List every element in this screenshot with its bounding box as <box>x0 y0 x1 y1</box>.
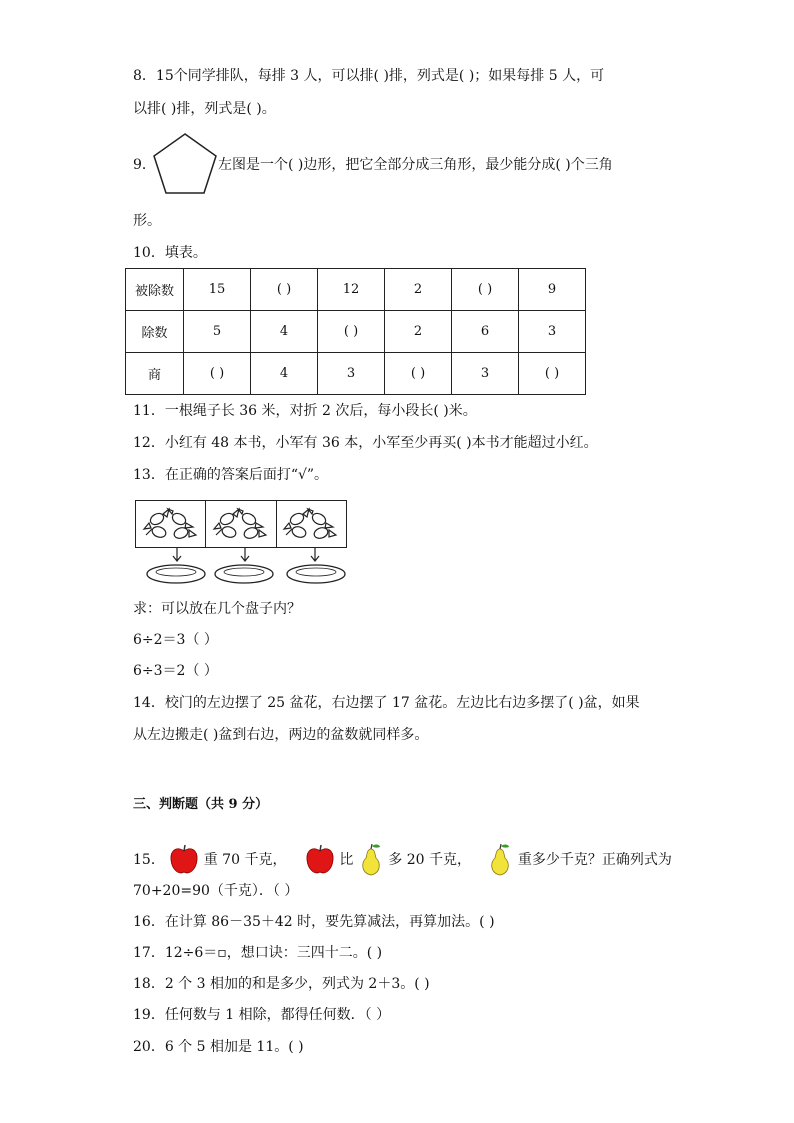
table-cell: 4 <box>251 353 318 395</box>
apple-icon <box>305 844 335 876</box>
table-cell: ( ) <box>452 269 519 311</box>
q13-option1: 6÷2＝3（ ） <box>133 632 218 648</box>
row-head: 被除数 <box>126 269 184 311</box>
q8-line1: 8．15个同学排队，每排 3 人，可以排( )排，列式是( )；如果每排 5 人，可 <box>133 68 605 84</box>
table-row <box>126 269 586 311</box>
q9-text: 左图是一个( )边形，把它全部分成三角形，最少能分成( )个三角 <box>218 157 613 173</box>
q14-line2: 从左边搬走( )盆到右边，两边的盆数就同样多。 <box>133 727 429 743</box>
q13-option2: 6÷3＝2（ ） <box>133 663 218 679</box>
table-cell: 4 <box>251 311 318 353</box>
q9-number: 9． <box>133 157 156 173</box>
table-cell: 9 <box>519 269 586 311</box>
q15-line1 <box>133 843 672 877</box>
q15-part3: 多 20 千克， <box>388 852 471 868</box>
table-cell: ( ) <box>251 269 318 311</box>
arrow-down-icon <box>172 547 182 563</box>
q10-title: 10．填表。 <box>133 245 207 261</box>
pear-icon <box>487 843 513 877</box>
candy-group <box>136 501 206 547</box>
q9-tail: 形。 <box>133 213 161 229</box>
table-cell: ( ) <box>519 353 586 395</box>
table-cell: ( ) <box>318 311 385 353</box>
table-cell: 5 <box>184 311 251 353</box>
table-cell: 3 <box>318 353 385 395</box>
candy-group <box>206 501 276 547</box>
table-cell: 2 <box>385 269 452 311</box>
table-cell: ( ) <box>385 353 452 395</box>
arrow-down-icon <box>310 547 320 563</box>
table-cell: 12 <box>318 269 385 311</box>
row-head: 除数 <box>126 311 184 353</box>
q15-line2: 70+20=90（千克）．（ ） <box>133 883 299 899</box>
q13-question: 求：可以放在几个盘子内？ <box>133 601 301 617</box>
table-row <box>126 311 586 353</box>
q8-line2: 以排( )排，列式是( )。 <box>133 101 276 117</box>
plate-icon <box>145 563 207 585</box>
table-cell: 2 <box>385 311 452 353</box>
apple-icon <box>169 844 199 876</box>
q15-number: 15． <box>133 852 165 868</box>
q17: 17．12÷6＝▫，想口诀：三四十二。( ) <box>133 945 383 961</box>
arrow-down-icon <box>240 547 250 563</box>
candy-group <box>277 501 346 547</box>
row-head: 商 <box>126 353 184 395</box>
q12: 12．小红有 48 本书，小军有 36 本，小军至少再买( )本书才能超过小红。 <box>133 435 598 451</box>
candy-box <box>135 500 347 548</box>
q11: 11．一根绳子长 36 米，对折 2 次后，每小段长( )米。 <box>133 403 477 419</box>
pentagon-icon <box>152 132 218 196</box>
table-cell: 3 <box>452 353 519 395</box>
table-row <box>126 353 586 395</box>
plate-icon <box>213 563 275 585</box>
q20: 20．6 个 5 相加是 11。( ) <box>133 1039 304 1055</box>
candy-icon <box>211 507 271 541</box>
q14-line1: 14．校门的左边摆了 25 盆花，右边摆了 17 盆花。左边比右边多摆了( )盆，如果 <box>133 695 640 711</box>
q16: 16．在计算 86－35＋42 时，要先算减法，再算加法。( ) <box>133 914 495 930</box>
plate-icon <box>285 563 347 585</box>
q18: 18．2 个 3 相加的和是多少，列式为 2＋3。( ) <box>133 976 430 992</box>
pear-icon <box>358 843 384 877</box>
division-table <box>125 268 586 395</box>
candy-icon <box>281 507 341 541</box>
q15-part4: 重多少千克？正确列式为 <box>517 852 672 868</box>
section-title: 三、判断题（共 9 分） <box>133 797 269 812</box>
q19: 19．任何数与 1 相除，都得任何数．（ ） <box>133 1007 391 1023</box>
q13-title: 13．在正确的答案后面打“√”。 <box>133 467 329 483</box>
candy-icon <box>141 507 201 541</box>
q15-part1: 重 70 千克， <box>203 852 287 868</box>
table-cell: 6 <box>452 311 519 353</box>
table-cell: ( ) <box>184 353 251 395</box>
table-cell: 15 <box>184 269 251 311</box>
table-cell: 3 <box>519 311 586 353</box>
q15-part2: 比 <box>339 852 354 868</box>
